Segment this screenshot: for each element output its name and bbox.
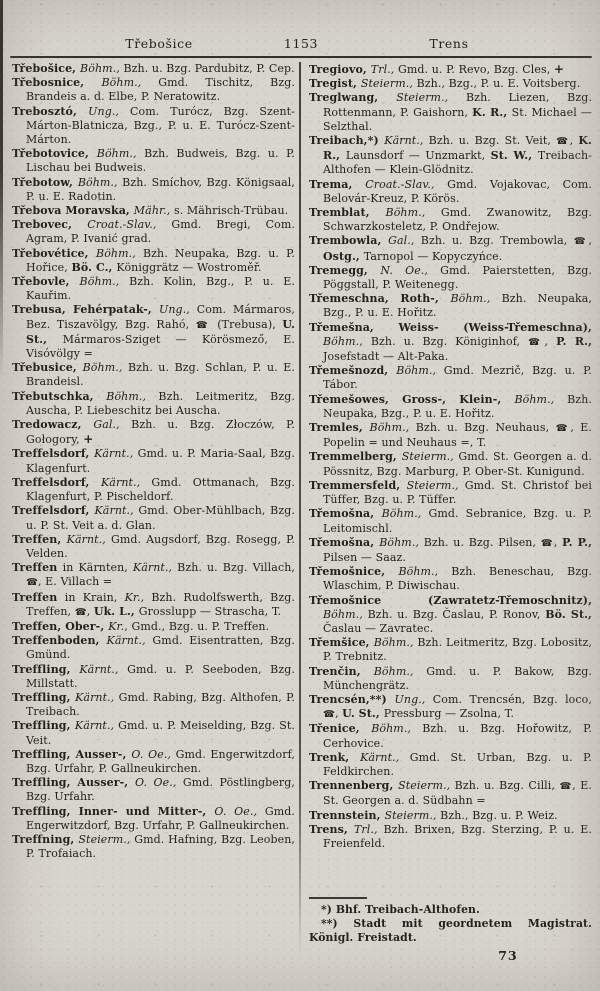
text-segment: Gmd. Bregi, Com. Agram, P. Ivanić grad. (26, 218, 295, 246)
text-segment: Böhm., (82, 361, 128, 375)
entry (12, 634, 295, 662)
text-segment: Gmd. Ottmanach, Bzg. Klagenfurt, P. Pischeldorf. (26, 475, 295, 504)
text-segment: Tremmelberg, (309, 450, 402, 464)
entry (309, 507, 592, 535)
text-segment: Bzh. Smíchov, Bzg. Königsaal, P. u. E. Radotin. (26, 175, 295, 203)
text-segment: O. Oe., (135, 776, 183, 790)
text-segment: Launsdorf — Unzmarkt, (345, 149, 491, 163)
text-segment: Třemešna, Weiss- (Weiss-Třemeschna), (309, 320, 592, 334)
text-segment: Bzh., Bzg. u. P. Weiz. (440, 808, 558, 822)
text-segment: Třenice, (309, 722, 372, 736)
text-segment: Gmd. Rabing, Bzg. Althofen, P. Treibach. (26, 690, 295, 719)
text-segment: Gal., (388, 234, 421, 248)
text-segment: Bzh., Bzg., P. u. E. Voitsberg. (416, 77, 581, 91)
entry (12, 476, 295, 504)
entry (309, 636, 592, 664)
page-gutter-edge (0, 0, 3, 380)
text-segment: Böhm., (450, 292, 502, 306)
text-segment: Uk. L., (93, 604, 139, 618)
entry (309, 421, 592, 450)
text-segment: (Trebusa), (210, 317, 283, 331)
entry (309, 364, 592, 392)
text-segment: Bzh. u. Bzg. Złoczów, P. Gołogory, (26, 418, 296, 447)
text-segment: Kärnt., (66, 532, 111, 546)
text-segment: Treffling, (12, 690, 76, 704)
text-segment: Böhm., (381, 507, 429, 521)
text-segment: Böhm., (373, 636, 418, 650)
text-segment: Böhm., (371, 722, 423, 736)
text-segment: O. Oe., (214, 804, 265, 818)
text-segment: Třemošnice (Zawratetz-Třemoschnitz), (309, 593, 592, 607)
text-segment: Com. Turócz, Bzg. Szent-Márton-Blatnicza, Bzg., P. u. E. Turócz-Szent-Márton. (26, 104, 295, 147)
text-segment: Gmd. Ober-Mühlbach, Bzg. u. P. St. Veit a. d. Glan. (26, 504, 295, 532)
entry (12, 76, 295, 104)
text-segment: Třebovétice, (12, 246, 97, 260)
text-segment: Trenk, (309, 750, 361, 764)
entry (12, 176, 295, 204)
text-segment: Steierm., (398, 779, 455, 793)
entry (12, 561, 295, 590)
footnote-2: **) Stadt mit geordnetem Magistrat. Königl. Freistadt. (309, 916, 592, 944)
text-segment: Treffen (12, 561, 63, 575)
entry (309, 62, 592, 77)
text-segment: Bzh. u. Bzg. Trembowla, (420, 234, 574, 248)
text-segment: Gmd. u. P. Seeboden, Bzg. Millstatt. (26, 662, 295, 690)
footnotes (309, 903, 592, 944)
text-segment: Ostg., (323, 249, 364, 263)
text-segment: Třebutschka, (12, 389, 107, 403)
entry (309, 693, 592, 722)
telegraph-icon: ☎ (323, 709, 335, 721)
text-segment: , (588, 234, 593, 248)
text-segment: Treffning, (12, 832, 79, 846)
text-segment: Böhm., (373, 664, 427, 678)
entry (12, 418, 295, 447)
entry (12, 805, 295, 833)
text-segment: Treffling, Inner- und Mitter-, (12, 804, 215, 818)
text-segment: Časlau — Zavratec. (323, 621, 434, 635)
text-segment: Bzh. Brixen, Bzg. Sterzing, P. u. E. Freienfeld. (323, 822, 592, 850)
text-segment: Treffenboden, (12, 634, 107, 648)
text-segment: Kr., (108, 619, 132, 633)
text-segment: Böhm., (398, 565, 452, 579)
text-segment: Mähr., (133, 204, 174, 218)
text-segment: Steierm., (396, 91, 466, 105)
text-segment: Treffling, (12, 662, 80, 676)
cross-icon: + (553, 62, 565, 76)
cross-icon: + (83, 432, 94, 447)
text-segment: Steierm., (384, 808, 441, 822)
text-segment: Bzh. Liezen, Bzg. Rottenmann, P. Gaishorn, (323, 91, 592, 119)
text-segment: Bzh. u. Bzg. Königinhof, (370, 334, 529, 348)
text-segment: Trencsén,**) (309, 692, 395, 706)
text-segment: Trembowla, (309, 234, 389, 248)
text-segment: Gmd. Eisentratten, Bzg. Gmünd. (26, 634, 295, 662)
text-segment: Třemošna, (309, 507, 382, 521)
text-segment: , (334, 707, 343, 721)
text-segment: Gmd. Hafning, Bzg. Leoben, P. Trofaiach. (26, 832, 295, 861)
text-segment: Böhm., (96, 147, 145, 161)
entry (309, 823, 592, 851)
text-segment: Bzh. u. Bzg. Časlau, P. Ronov, (367, 607, 546, 621)
text-segment: Trebusa, Fehérpatak-, (12, 303, 159, 317)
text-segment: Grosslupp — Strascha, T. (138, 604, 282, 618)
text-segment: K. R., (472, 105, 512, 119)
entry (309, 809, 592, 823)
telegraph-icon: ☎ (556, 136, 570, 148)
text-segment: , (569, 134, 579, 148)
telegraph-icon: ☎ (559, 781, 573, 793)
text-segment: Gmd. u. P. Meiselding, Bzg. St. Veit. (26, 719, 295, 747)
text-segment: Bö. C., (71, 260, 117, 274)
entry (12, 390, 295, 418)
left-column (12, 62, 295, 861)
text-segment: Bzh. u. Bzg. St. Veit, (428, 134, 557, 148)
text-segment: s. Mährisch-Trübau. (173, 204, 289, 218)
right-column (309, 62, 592, 851)
text-segment: Třemošna, (309, 535, 380, 549)
text-segment: Ung., (159, 303, 197, 317)
text-segment: Treffling, Ausser-, (12, 776, 136, 790)
text-segment: Tremegg, (309, 263, 381, 277)
entry (309, 178, 592, 206)
text-segment: Josefstadt — Alt-Paka. (323, 350, 449, 364)
text-segment: Gmd. Engerwitzdorf, Bzg. Urfahr, P. Gallneukirchen. (26, 804, 295, 832)
entry (12, 663, 295, 691)
text-segment: Gmd. Mezrič, Bzg. u. P. Tábor. (323, 364, 592, 392)
text-segment: in Kärnten, (62, 561, 133, 575)
text-segment: Steierm., (360, 77, 417, 91)
text-segment: Trl., (370, 63, 398, 76)
entry (12, 776, 295, 804)
entry (12, 833, 295, 861)
text-segment: Treffelsdorf, (12, 475, 101, 489)
text-segment: Treffelsdorf, (12, 504, 95, 518)
text-segment: Tarnopol — Kopyczyńce. (363, 249, 503, 263)
text-segment: , (86, 604, 94, 618)
text-segment: Kärnt., (74, 719, 119, 733)
text-segment: O. Oe., (131, 747, 176, 761)
text-segment: Gmd. Zwanowitz, Bzg. Schwarzkosteletz, P. Ondřejow. (323, 206, 592, 234)
text-segment: , (553, 535, 563, 549)
folio-page-number: 73 (498, 948, 518, 963)
column-divider (299, 62, 301, 958)
entry (12, 204, 295, 218)
text-segment: Třebošice, (12, 62, 81, 75)
text-segment: Tregiovo, (309, 63, 371, 76)
text-segment: Treglwang, (309, 91, 397, 105)
text-segment: Gmd. u. P. Bakow, Bzg. Münchengrätz. (323, 664, 592, 692)
text-segment: Gmd. u. P. Revo, Bzg. Cles, (397, 63, 554, 76)
entry (309, 536, 592, 565)
text-segment: Croat.-Slav., (87, 218, 172, 232)
text-segment: Trennenberg, (309, 779, 399, 793)
text-segment: P. P., (562, 535, 592, 549)
entry (12, 218, 295, 246)
text-segment: Böhm., (101, 76, 159, 90)
text-segment: Bzh. u. Bzg. Neuhaus, (415, 421, 556, 435)
text-segment: Kärnt., (94, 447, 138, 461)
text-segment: P. R., (556, 334, 593, 348)
entry (309, 565, 592, 593)
text-segment: Trema, (309, 177, 366, 191)
text-segment: Bzh. u. Bzg. Pilsen, (423, 535, 541, 549)
text-segment: Třebosnice, (12, 76, 102, 90)
text-segment: Treffen, (12, 532, 67, 546)
text-segment: Kärnt., (132, 561, 178, 575)
text-segment: Bzh. Neupaka, Bzg., P. u. E. Hořitz. (323, 292, 593, 320)
text-segment: Třemšice, (309, 636, 374, 650)
text-segment: Třebova Moravska, (12, 204, 134, 218)
running-head-right: Trens (429, 36, 469, 51)
text-segment: Trennstein, (309, 808, 385, 822)
entry (309, 594, 592, 637)
text-segment: Bzh. Neupaka, Bzg. u. P. Hořice, (26, 246, 295, 274)
text-segment: Bzh. Leitmeritz, Bzg. Auscha, P. Liebeschitz bei Auscha. (26, 389, 295, 417)
text-segment: Com. Mármaros, Bez. Tiszavölgy, Bzg. Rahó, (26, 303, 295, 331)
text-segment: Gmd. Sebranice, Bzg. u. P. Leitomischl. (323, 507, 592, 535)
text-segment: Bzh. Leitmeritz, Bzg. Lobositz, P. Trebnitz. (323, 636, 592, 664)
text-segment: Třebusice, (12, 361, 83, 375)
text-segment: Treffling, (12, 719, 75, 733)
entry (309, 665, 592, 693)
text-segment: Gal., (93, 418, 132, 432)
text-segment: Kr., (124, 590, 152, 604)
text-segment: Gmd., Bzg. u. P. Treffen. (131, 619, 270, 633)
text-segment: Treffling, Ausser-, (12, 747, 132, 761)
text-segment: Třemošnice, (309, 565, 399, 579)
entry (309, 393, 592, 421)
text-segment: Steierm., (406, 478, 465, 492)
entry (309, 292, 592, 320)
text-segment: Bzh. u. Bzg. Schlan, P. u. E. Brandeisl. (26, 361, 295, 389)
text-segment: Gmd. Pöstlingberg, Bzg. Urfahr. (26, 776, 295, 804)
text-segment: Bzh. Rudolfswerth, Bzg. Treffen, (26, 590, 295, 618)
entry (309, 321, 592, 365)
text-segment: Tremblat, (309, 206, 386, 220)
text-segment: Böhm., (106, 389, 159, 403)
running-head-left: Třebošice (125, 36, 193, 51)
text-segment: Böhm., (379, 535, 424, 549)
entry (12, 620, 295, 634)
text-segment: Böhm., (323, 334, 371, 348)
text-segment: Böhm., (396, 364, 444, 378)
text-segment: Böhm., (96, 246, 143, 260)
text-segment: Trl., (353, 822, 384, 836)
text-segment: Tremles, (309, 421, 370, 435)
text-segment: , (544, 334, 557, 348)
text-segment: Mármaros-Sziget — Körösmező, E. Visóvölgy = (26, 332, 295, 361)
telegraph-icon: ☎ (555, 423, 571, 435)
text-segment: Trenčin, (309, 664, 374, 678)
text-segment: U. St., (342, 707, 384, 721)
text-segment: Gmd. Vojakovac, Com. Belovár-Kreuz, P. Körös. (323, 177, 592, 205)
text-segment: Gmd. St. Georgen a. d. Pössnitz, Bzg. Marburg, P. Ober-St. Kunigund. (323, 450, 592, 478)
telegraph-icon: ☎ (26, 577, 38, 589)
text-segment: Steierm., (78, 832, 135, 846)
text-segment: Böhm., (79, 275, 130, 289)
text-segment: Königgrätz — Wostroměř. (116, 260, 262, 274)
entry (12, 303, 295, 361)
text-segment: Bzh. u. Bzg. Villach, (177, 561, 295, 575)
text-segment: Bzh. Neupaka, Bzg., P. u. E. Hořitz. (323, 392, 592, 420)
text-segment: Bzh. Budweis, Bzg. u. P. Lischau bei Budweis. (26, 147, 295, 175)
text-segment: Tremmersfeld, (309, 478, 407, 492)
text-segment: Kärnt., (106, 634, 153, 648)
entry (12, 361, 295, 389)
text-segment: Gmd. St. Urban, Bzg. u. P. Feldkirchen. (323, 750, 592, 778)
text-segment: Gmd. Augsdorf, Bzg. Rosegg, P. Velden. (26, 532, 295, 560)
header-rule (10, 56, 592, 58)
text-segment: K. R., (323, 134, 592, 163)
text-segment: Böhm., (323, 607, 368, 621)
text-segment: Gmd. St. Christof bei Tüffer, Bzg. u. P. Tüffer. (323, 478, 593, 507)
telegraph-icon: ☎ (528, 336, 545, 348)
text-segment: Trens, (309, 822, 354, 836)
text-segment: Bzh. u. Bzg. Hořowitz, P. Cerhovice. (323, 722, 592, 750)
text-segment: Bzh. Beneschau, Bzg. Wlaschim, P. Diwischau. (323, 565, 592, 593)
entry (12, 533, 295, 561)
text-segment: in Krain, (64, 590, 125, 604)
text-segment: Ung., (88, 104, 130, 118)
text-segment: Bö. St., (545, 607, 592, 621)
text-segment: Kärnt., (75, 690, 119, 704)
entry (309, 206, 592, 234)
text-segment: Kärnt., (100, 475, 152, 489)
entry (12, 105, 295, 148)
text-segment: Třemešowes, Gross-, Klein-, (309, 392, 515, 406)
telegraph-icon: ☎ (195, 319, 211, 331)
entry (12, 247, 295, 275)
text-segment: Kärnt., (94, 504, 139, 518)
text-segment: Steierm., (401, 450, 459, 464)
footnote-1: *) Bhf. Treibach-Althofen. (321, 903, 480, 916)
text-segment: Třebovle, (12, 275, 80, 289)
text-segment: Com. Trencsén, Bzg. loco, (432, 692, 592, 706)
entry (12, 719, 295, 747)
entry (309, 722, 592, 750)
text-segment: Ung., (394, 692, 433, 706)
text-segment: , E. St. Georgen a. d. Südbahn = (323, 779, 592, 808)
text-segment: Třemeschna, Roth-, (309, 292, 451, 306)
entry (12, 62, 295, 76)
text-segment: , E. Villach = (37, 575, 113, 589)
text-segment: Trebosztó, (12, 104, 89, 118)
text-segment: Pilsen — Saaz. (323, 550, 407, 564)
text-segment: Treffen (12, 590, 65, 604)
text-segment: Böhm., (514, 392, 568, 406)
entry (309, 479, 592, 507)
text-segment: Bzh. u. Bzg. Pardubitz, P. Cep. (123, 62, 295, 75)
telegraph-icon: ☎ (573, 236, 589, 248)
telegraph-icon: ☎ (74, 606, 87, 618)
text-segment: Bzh. Kolin, Bzg., P. u. E. Kauřim. (26, 275, 295, 303)
text-segment: Třemešnozd, (309, 364, 397, 378)
text-segment: Třebotovice, (12, 147, 97, 161)
entry (309, 134, 592, 178)
entry (309, 91, 592, 134)
entry (309, 779, 592, 808)
entry (309, 264, 592, 292)
text-segment: Böhm., (385, 206, 441, 220)
text-segment: Tregist, (309, 77, 361, 91)
text-segment: Treibach-Althofen — Klein-Glödnitz. (323, 149, 592, 177)
text-segment: Gmd. Tischitz, Bzg. Brandeis a. d. Elbe, P. Neratowitz. (26, 76, 295, 104)
text-segment: Tredowacz, (12, 418, 94, 432)
text-segment: St. Michael — Selzthal. (323, 105, 592, 133)
text-segment: Böhm., (80, 62, 124, 75)
text-segment: Kärnt., (384, 134, 429, 148)
entry (309, 751, 592, 779)
text-segment: U. St., (26, 317, 296, 346)
entry (12, 447, 295, 475)
text-segment: St. W., (490, 149, 538, 163)
text-segment: Croat.-Slav., (365, 177, 448, 191)
entry (309, 450, 592, 478)
text-segment: Gmd. Engerwitzdorf, Bzg. Urfahr, P. Gallneukirchen. (26, 747, 296, 775)
text-segment: , E. Popelin = und Neuhaus =, T. (323, 421, 593, 450)
text-segment: Kärnt., (360, 750, 410, 764)
text-segment: Třebotow, (12, 175, 78, 189)
text-segment: Böhm., (77, 175, 123, 189)
entry (12, 691, 295, 719)
text-segment: Treffen, Ober-, (12, 619, 109, 633)
text-segment: Treffelsdorf, (12, 447, 95, 461)
text-segment: Trebovec, (12, 218, 88, 232)
text-segment: Bzh. u. Bzg. Cilli, (454, 779, 560, 793)
text-segment: Gmd. Paierstetten, Bzg. Pöggstall, P. Weitenegg. (323, 263, 592, 292)
text-segment: Gmd. u. P. Maria-Saal, Bzg. Klagenfurt. (26, 447, 295, 475)
entry (12, 147, 295, 175)
entry (309, 234, 592, 263)
entry (309, 77, 592, 91)
text-segment: Kärnt., (79, 662, 128, 676)
entry (12, 504, 295, 532)
text-segment: N. Oe., (380, 263, 441, 277)
running-head-page-number: 1153 (283, 36, 319, 51)
entry (12, 591, 295, 620)
entry (12, 748, 295, 776)
telegraph-icon: ☎ (540, 537, 554, 549)
footnote-rule (309, 897, 367, 899)
text-segment: Pressburg — Zsolna, T. (383, 707, 515, 721)
entry (12, 275, 295, 303)
text-segment: Treibach,*) (309, 134, 385, 148)
text-segment: Böhm., (369, 421, 416, 435)
